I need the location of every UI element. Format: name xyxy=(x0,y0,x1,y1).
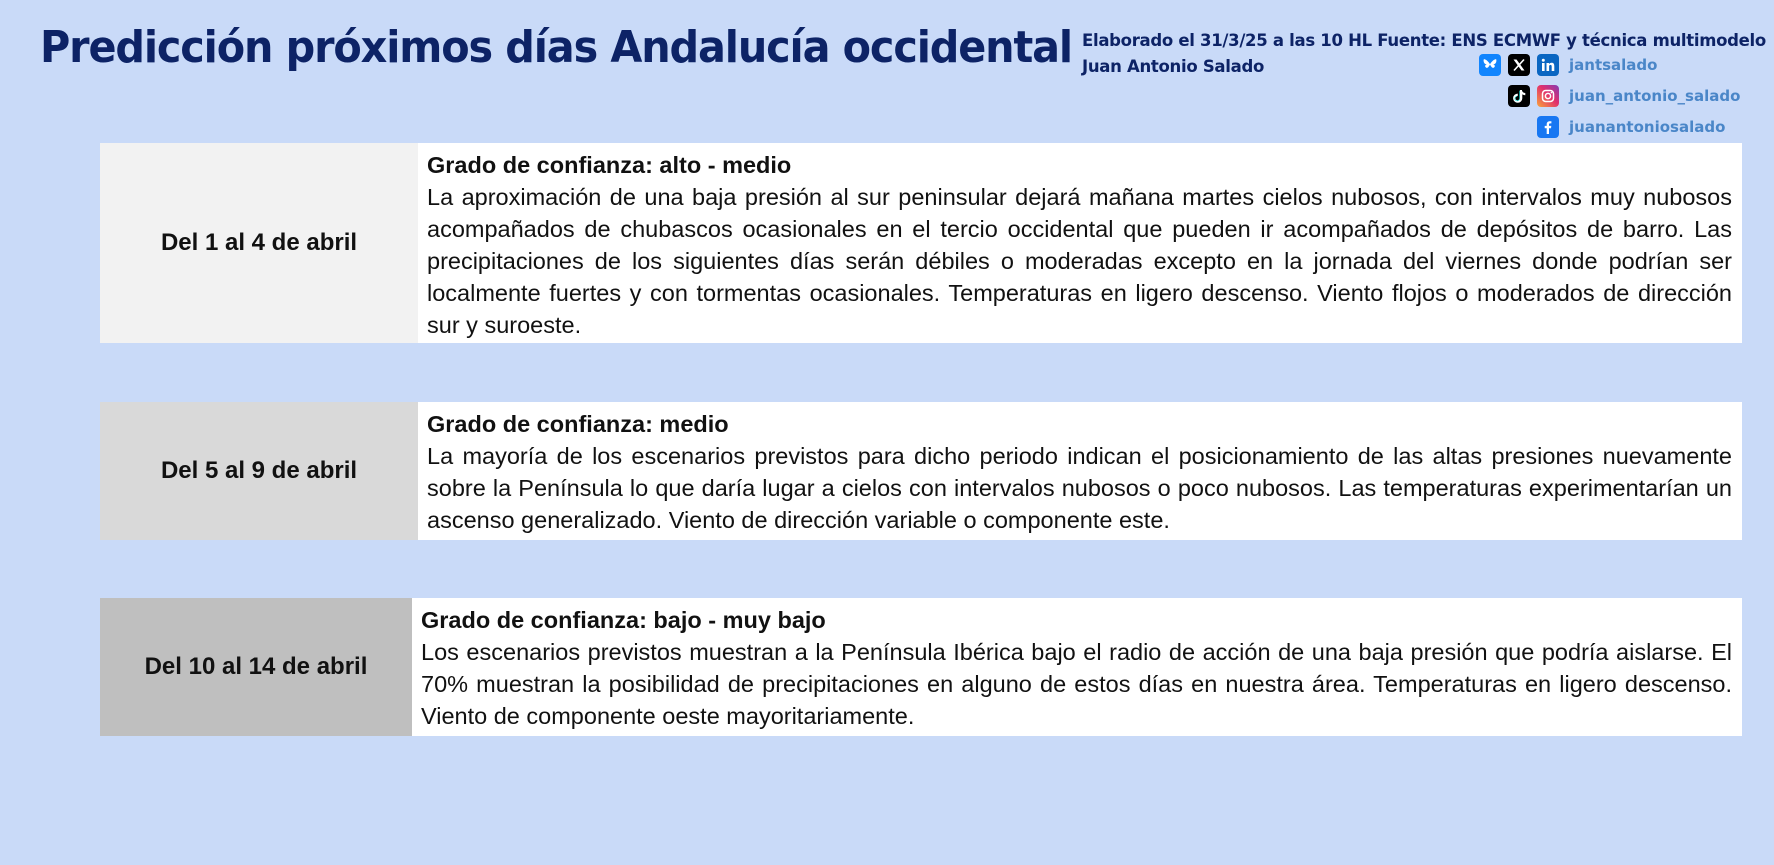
social-handle-2[interactable]: juan_antonio_salado xyxy=(1569,87,1741,105)
forecast-content-1 xyxy=(418,143,1742,343)
confidence-label-3: Grado de confianza: bajo - muy bajo xyxy=(421,607,826,633)
instagram-icon[interactable] xyxy=(1537,85,1559,107)
header-meta xyxy=(1082,28,1766,80)
confidence-label-2: Grado de confianza: medio xyxy=(427,411,729,437)
confidence-label-1: Grado de confianza: alto - medio xyxy=(427,152,792,178)
x-icon[interactable] xyxy=(1508,54,1530,76)
forecast-period-2: Del 5 al 9 de abril xyxy=(100,402,418,540)
forecast-content-3 xyxy=(412,598,1742,736)
social-row-2 xyxy=(1508,85,1740,107)
author-name: Juan Antonio Salado xyxy=(1082,57,1264,76)
forecast-description-2: La mayoría de los escenarios previstos para dicho periodo indican el posicionamiento de las altas presiones nuevamente sobre la Península lo que daría lugar a cielos con intervalos nubosos o poco nubosos. Las temperaturas experimentarían un ascenso generalizado. Viento de dirección variable o componente este. xyxy=(427,443,1732,533)
forecast-description-3: Los escenarios previstos muestran a la Península Ibérica bajo el radio de acción de una baja presión que podría aislarse. El 70% muestran la posibilidad de precipitaciones en alguno de estos días en nuestra área. Temperaturas en ligero descenso. Viento de componente oeste mayoritariamente. xyxy=(421,639,1732,729)
forecast-period-1: Del 1 al 4 de abril xyxy=(100,143,418,343)
facebook-icon[interactable] xyxy=(1537,116,1559,138)
forecast-block-3 xyxy=(100,598,1742,736)
forecast-block-2 xyxy=(100,402,1742,540)
page-title: Predicción próximos días Andalucía occidental xyxy=(40,22,1072,73)
forecast-description-1: La aproximación de una baja presión al sur peninsular dejará mañana martes cielos nubosos, con intervalos muy nubosos acompañados de chubascos ocasionales en el tercio occidental que pueden ir acompañados de depósitos de barro. Las precipitaciones de los siguientes días serán débiles o moderadas excepto en la jornada del viernes donde podrían ser localmente fuertes y con tormentas ocasionales. Temperaturas en ligero descenso. Viento flojos o moderados de dirección sur y suroeste. xyxy=(427,184,1732,338)
forecast-period-3: Del 10 al 14 de abril xyxy=(100,598,412,736)
social-row-1 xyxy=(1479,54,1657,76)
linkedin-icon[interactable] xyxy=(1537,54,1559,76)
tiktok-icon[interactable] xyxy=(1508,85,1530,107)
social-handle-3[interactable]: juanantoniosalado xyxy=(1569,118,1726,136)
elaboration-info: Elaborado el 31/3/25 a las 10 HL Fuente: ENS ECMWF y técnica multimodelo xyxy=(1082,31,1766,50)
forecast-content-2 xyxy=(418,402,1742,540)
social-handle-1[interactable]: jantsalado xyxy=(1569,56,1658,74)
social-row-3 xyxy=(1537,116,1725,138)
forecast-block-1 xyxy=(100,143,1742,343)
bluesky-icon[interactable] xyxy=(1479,54,1501,76)
